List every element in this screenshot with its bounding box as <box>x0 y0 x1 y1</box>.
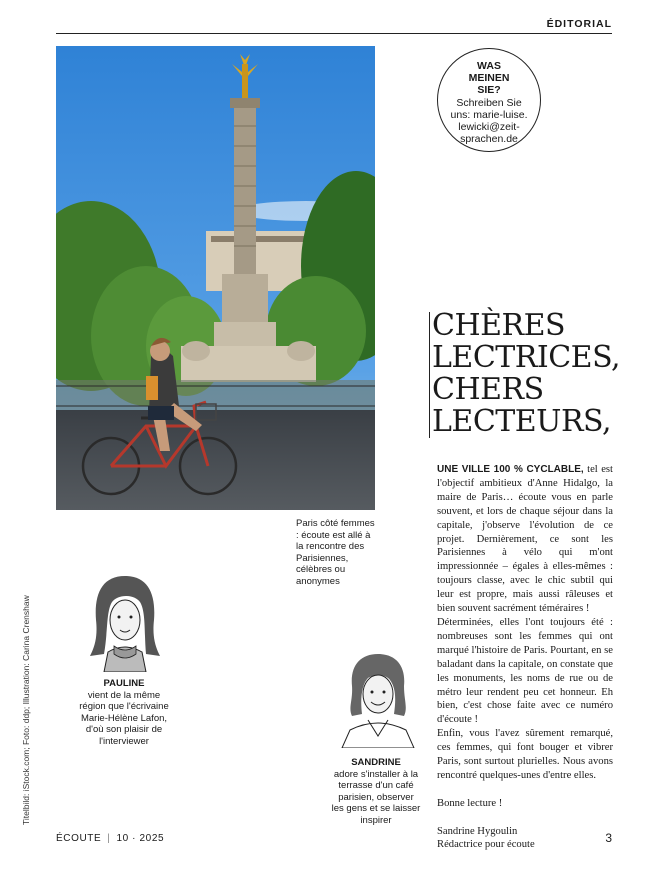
pauline-name: PAULINE <box>103 678 145 689</box>
bubble-text: Schreiben Sie uns: marie-luise. lewicki@zeit-sprachen.de <box>450 97 528 145</box>
paragraph: Enfin, vous l'avez sûrement remarqué, ces femmes, qui font bouger et vibrer Paris, sont surtout plurielles. Nous avons rencontré quelques-unes d'entre elles. <box>437 728 613 781</box>
pauline-text: vient de la même région que l'écrivaine Marie-Hélène Lafon, d'où son plaisir de l'interviewer <box>79 689 169 747</box>
editorial-body <box>437 463 613 852</box>
sandrine-portrait <box>338 650 418 753</box>
headline-line: CHÈRES <box>432 308 566 343</box>
headline-line: CHERS <box>432 372 544 407</box>
paragraph <box>437 463 613 616</box>
sandrine-caption <box>331 757 421 826</box>
lead-in: UNE VILLE 100 % CYCLABLE, <box>437 464 584 475</box>
signature-role: Rédactrice pour écoute <box>437 839 535 851</box>
pauline-caption <box>76 678 172 747</box>
signature: Sandrine Hygoulin <box>437 825 518 837</box>
headline-line: LECTRICES, <box>432 340 621 375</box>
feedback-bubble <box>437 48 541 152</box>
bubble-question: WAS MEINEN SIE? <box>468 60 510 96</box>
photo-caption: Paris côté femmes : écoute est allé à la rencontre des Parisiennes, célèbres ou anonymes <box>296 518 375 587</box>
paragraph: Déterminées, elles l'ont toujours été : nombreuses sont les femmes qui ont marqué l'histoire de Paris. Pourtant, en se baladant dans la capitale, on constate que les monuments, les noms de rue ou de métro leur rendent peu cet honneur. Eh bien, c'est chose faite avec ce numéro d'écoute ! <box>437 616 613 726</box>
sandrine-text: adore s'installer à la terrasse d'un café parisien, observer les gens et se laisser inspirer <box>331 768 421 826</box>
sandrine-name: SANDRINE <box>351 757 401 768</box>
magazine-name: ÉCOUTE <box>56 833 102 844</box>
footer-separator: | <box>107 833 111 844</box>
pauline-portrait <box>84 572 166 677</box>
image-credits: Titelbild: iStock.com; Foto: ddp; Illustration: Carina Crenshaw <box>21 595 31 825</box>
headline-bar <box>429 312 430 438</box>
headline <box>432 310 620 438</box>
issue-number: 10 · 2025 <box>116 833 165 844</box>
closing: Bonne lecture ! <box>437 797 503 809</box>
page-number: 3 <box>605 831 612 845</box>
header-rule <box>56 33 612 34</box>
section-label: ÉDITORIAL <box>546 18 612 30</box>
footer-issue <box>56 833 164 844</box>
headline-line: LECTEURS, <box>432 404 612 439</box>
cover-photo <box>56 46 375 510</box>
paragraph-text: tel est l'objectif ambitieux d'Anne Hidalgo, la maire de Paris… écoute vous en parle souvent, et lors de chaque séjour dans la capitale, j'observe l'évolution de ce projet. Dernièrement, ce sont les Parisiennes à vélo qui m'ont impressionnée – égales à elles-mêmes : toujours classe, avec le chic subtil qui leur est propre, mais aussi râleuses et bien souvent sacrément téméraires ! <box>437 464 614 615</box>
